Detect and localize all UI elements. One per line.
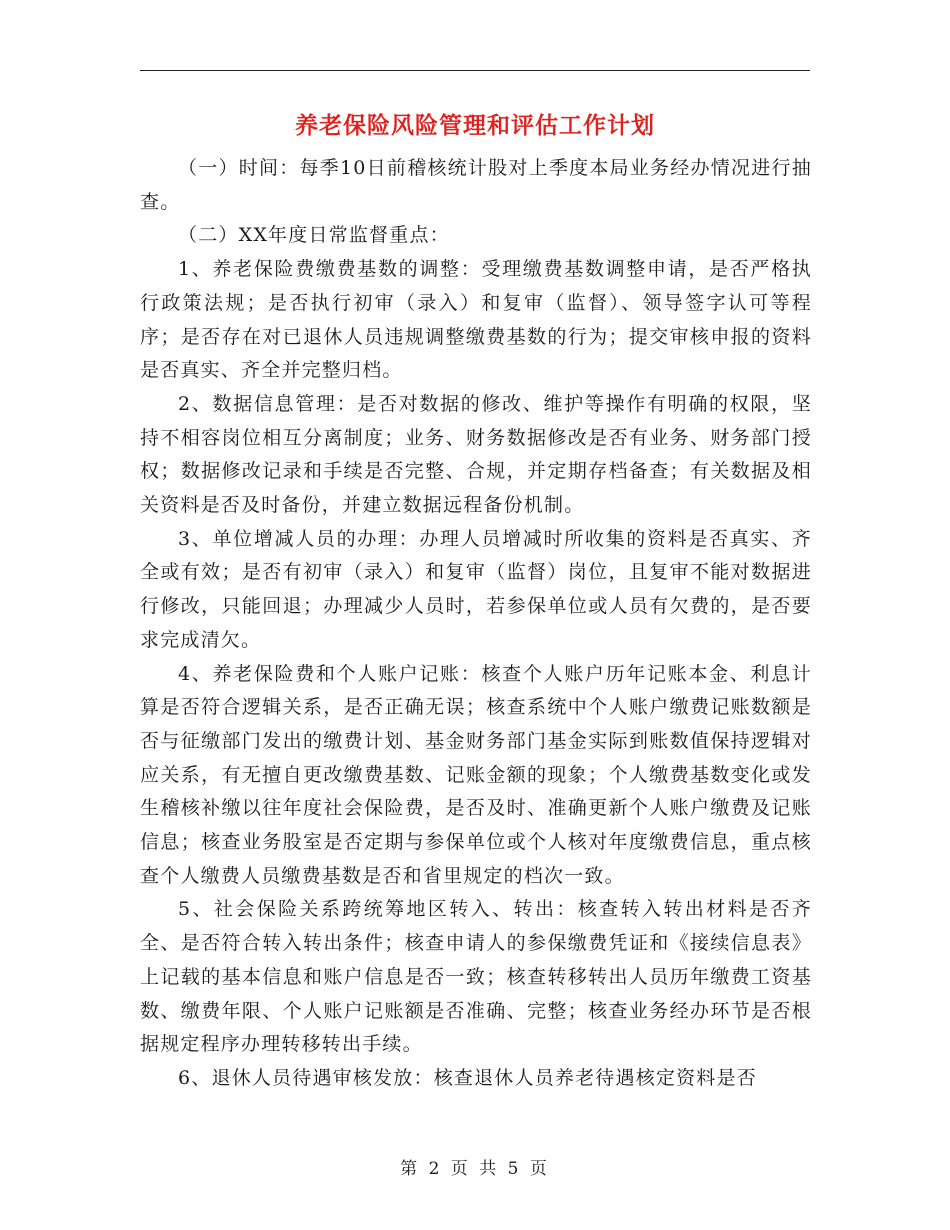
page-number-footer: 第 2 页 共 5 页 xyxy=(400,1159,550,1179)
paragraph-item-6: 6、退休人员待遇审核发放：核查退休人员养老待遇核定资料是否 xyxy=(178,1066,757,1089)
paragraph-focus-heading: （二）XX年度日常监督重点： xyxy=(178,224,450,247)
document-body xyxy=(140,152,812,1096)
header-rule xyxy=(140,70,810,71)
paragraph-item-1: 1、养老保险费缴费基数的调整：受理缴费基数调整申请，是否严格执行政策法规；是否执行初审（录入）和复审（监督）、领导签字认可等程序；是否存在对已退休人员违规调整缴费基数的行为；提交审核申报的资料是否真实、齐全并完整归档。 xyxy=(140,258,812,382)
paragraph-item-4: 4、养老保险费和个人账户记账：核查个人账户历年记账本金、利息计算是否符合逻辑关系，是否正确无误；核查系统中个人账户缴费记账数额是否与征缴部门发出的缴费计划、基金财务部门基金实际到账数值保持逻辑对应关系，有无擅自更改缴费基数、记账金额的现象；个人缴费基数变化或发生稽核补缴以往年度社会保险费，是否及时、准确更新个人账户缴费及记账信息；核查业务股室是否定期与参保单位或个人核对年度缴费信息，重点核查个人缴费人员缴费基数是否和省里规定的档次一致。 xyxy=(140,662,812,887)
document-title: 养老保险风险管理和评估工作计划 xyxy=(295,112,655,139)
paragraph-time: （一）时间：每季10日前稽核统计股对上季度本局业务经办情况进行抽查。 xyxy=(140,157,812,213)
paragraph-item-3: 3、单位增减人员的办理：办理人员增减时所收集的资料是否真实、齐全或有效；是否有初审（录入）和复审（监督）岗位，且复审不能对数据进行修改，只能回退；办理减少人员时，若参保单位或人员有欠费的，是否要求完成清欠。 xyxy=(140,527,812,651)
paragraph-item-5: 5、社会保险关系跨统筹地区转入、转出：核查转入转出材料是否齐全、是否符合转入转出条件；核查申请人的参保缴费凭证和《接续信息表》上记载的基本信息和账户信息是否一致；核查转移转出人员历年缴费工资基数、缴费年限、个人账户记账额是否准确、完整；核查业务经办环节是否根据规定程序办理转移转出手续。 xyxy=(140,898,812,1056)
paragraph-item-2: 2、数据信息管理：是否对数据的修改、维护等操作有明确的权限，坚持不相容岗位相互分离制度；业务、财务数据修改是否有业务、财务部门授权；数据修改记录和手续是否完整、合规，并定期存档备查；有关数据及相关资料是否及时备份，并建立数据远程备份机制。 xyxy=(140,392,812,517)
